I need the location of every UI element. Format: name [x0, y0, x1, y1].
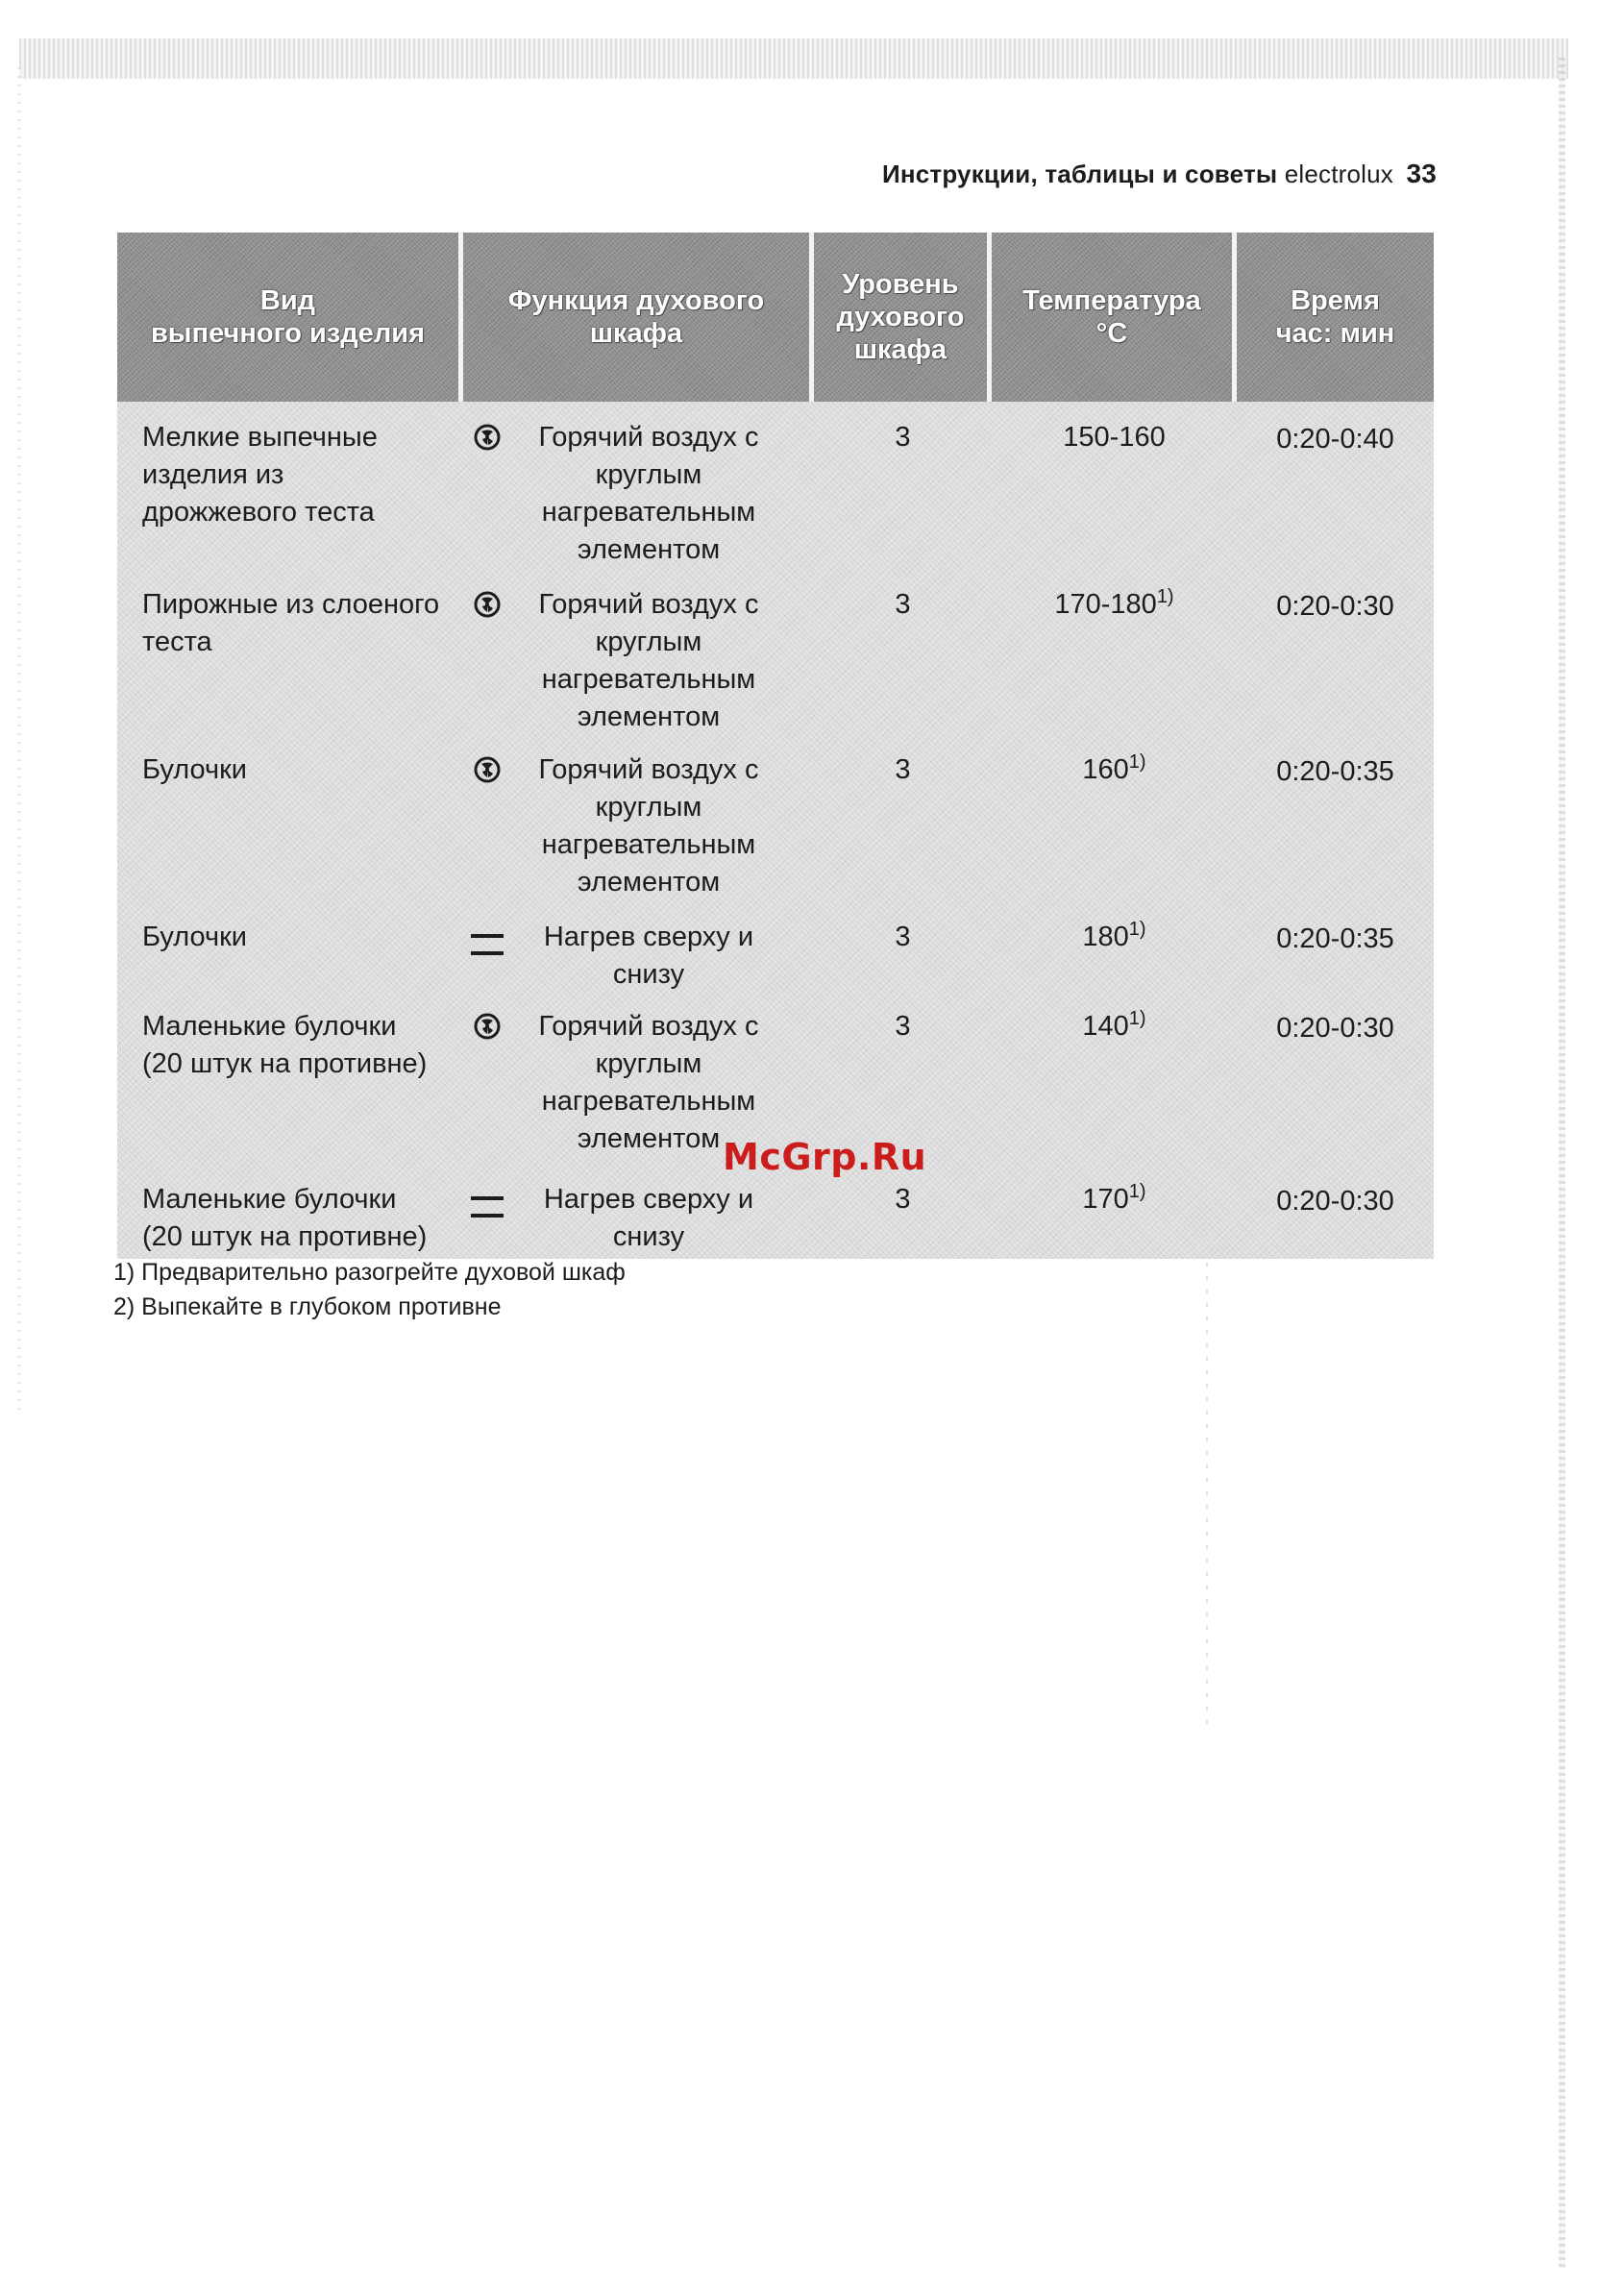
top-bottom-heat-icon: [468, 919, 506, 991]
column-header-time: [1237, 233, 1434, 402]
footnote-marker: 1): [1128, 1008, 1146, 1029]
column-header-line: Функция духового: [507, 285, 765, 316]
item-type-line: Мелкие выпечные: [142, 422, 378, 453]
column-header-time-text: [1276, 284, 1395, 350]
brand-name: electrolux: [1284, 160, 1394, 188]
footnote-marker: 1): [1128, 751, 1146, 773]
cell-item-type: [117, 901, 463, 991]
cell-time: 0:20-0:35: [1276, 756, 1394, 787]
oven-function-text: [506, 586, 814, 734]
footnote-marker: 1): [1156, 586, 1174, 607]
item-type-line: изделия из: [142, 459, 284, 490]
oven-function-line: Нагрев сверху и: [543, 922, 754, 952]
column-header-line: шкафа: [853, 334, 947, 365]
cell-time: 0:20-0:35: [1276, 923, 1394, 954]
cell-item-type: [117, 991, 463, 1164]
cell-time: 0:20-0:30: [1276, 1013, 1394, 1044]
cell-temperature: [992, 991, 1237, 1164]
column-header-item-type: [117, 233, 463, 402]
temperature-value: 170-180: [1054, 589, 1157, 620]
oven-function-line: нагревательным: [541, 664, 756, 695]
fan-ring-icon: [468, 419, 506, 569]
temperature-value: 150-160: [1063, 422, 1166, 453]
footnotes: [113, 1255, 626, 1324]
column-header-line: Уровень: [842, 269, 959, 300]
column-header-line: Вид: [259, 285, 316, 316]
column-header-temperature-text: [1022, 284, 1200, 350]
column-header-oven-level: [814, 233, 992, 402]
temperature-value: 140: [1082, 1011, 1129, 1042]
column-header-oven-level-text: [837, 268, 965, 366]
oven-function-text: [506, 419, 814, 569]
oven-function-line: Горячий воздух с: [538, 1011, 759, 1042]
cell-item-type: [117, 734, 463, 901]
item-type-line: теста: [142, 627, 212, 657]
scan-edge-right: [1559, 58, 1565, 2268]
footnote-marker: 1): [1128, 919, 1146, 940]
cell-oven-function: [463, 734, 814, 901]
oven-function-line: Нагрев сверху и: [543, 1184, 754, 1215]
item-type-line: (20 штук на противне): [142, 1048, 428, 1079]
fan-ring-icon: [468, 751, 506, 901]
cell-oven-function: [463, 901, 814, 991]
footnote-2: 2) Выпекайте в глубоком противне: [113, 1293, 502, 1320]
oven-function-line: круглым: [595, 1048, 702, 1079]
item-type-line: Маленькие булочки: [142, 1184, 397, 1215]
oven-function-line: Горячий воздух с: [538, 754, 759, 785]
page-number: 33: [1406, 159, 1437, 188]
oven-function-line: круглым: [595, 627, 702, 657]
column-header-oven-function: [463, 233, 814, 402]
oven-function-line: Горячий воздух с: [538, 589, 759, 620]
temperature-value: 170: [1082, 1184, 1129, 1215]
oven-function-text: [506, 919, 814, 991]
cell-oven-level: 3: [895, 1184, 911, 1215]
temperature-value: 160: [1082, 754, 1129, 785]
oven-function-line: элементом: [577, 1123, 721, 1154]
oven-function-line: Горячий воздух с: [538, 422, 759, 453]
cell-time: 0:20-0:40: [1276, 424, 1394, 455]
cell-oven-level: 3: [895, 754, 911, 785]
column-header-line: выпечного изделия: [150, 318, 425, 349]
cell-oven-level: 3: [895, 589, 911, 620]
cell-oven-function: [463, 569, 814, 734]
cell-item-type: [117, 402, 463, 569]
item-type-line: Булочки: [142, 922, 247, 952]
column-header-item-type-text: [151, 284, 425, 350]
column-header-line: час: мин: [1275, 318, 1395, 349]
oven-function-line: элементом: [577, 701, 721, 732]
item-type-line: дрожжевого теста: [142, 497, 375, 528]
oven-function-line: снизу: [612, 1221, 685, 1252]
oven-function-text: [506, 751, 814, 901]
footnote-marker: 1): [1128, 1181, 1146, 1202]
oven-function-line: снизу: [612, 959, 685, 990]
cell-oven-function: [463, 402, 814, 569]
item-type-line: Маленькие булочки: [142, 1011, 397, 1042]
cell-time: 0:20-0:30: [1276, 1186, 1394, 1217]
item-type-line: Булочки: [142, 754, 247, 785]
column-header-line: шкафа: [589, 318, 683, 349]
scan-edge-top: [19, 38, 1568, 79]
cell-oven-level: 3: [895, 422, 911, 453]
watermark: McGrp.Ru: [723, 1136, 927, 1178]
item-type-line: Пирожные из слоеного: [142, 589, 440, 620]
column-header-temperature: [992, 233, 1237, 402]
oven-function-line: нагревательным: [541, 497, 756, 528]
oven-function-line: элементом: [577, 534, 721, 565]
column-header-line: Время: [1291, 285, 1380, 316]
oven-function-line: круглым: [595, 792, 702, 823]
item-type-line: (20 штук на противне): [142, 1221, 428, 1252]
cell-temperature: [992, 1164, 1237, 1329]
baking-table: [117, 233, 1434, 1259]
cell-temperature: [992, 402, 1237, 569]
column-header-line: °C: [1095, 318, 1128, 349]
page-header: [870, 159, 1437, 189]
cell-time: 0:20-0:30: [1276, 591, 1394, 622]
cell-temperature: [992, 569, 1237, 734]
column-header-line: духового: [836, 302, 965, 332]
cell-oven-level: 3: [895, 1011, 911, 1042]
oven-function-line: нагревательным: [541, 1086, 756, 1117]
column-header-oven-function-text: [508, 284, 764, 350]
cell-temperature: [992, 734, 1237, 901]
footnote-1: 1) Предварительно разогрейте духовой шкаф: [113, 1259, 626, 1286]
column-header-line: Температура: [1022, 285, 1201, 316]
cell-temperature: [992, 901, 1237, 991]
page-header-title: Инструкции, таблицы и советы: [881, 160, 1278, 188]
fan-ring-icon: [468, 586, 506, 734]
cell-oven-level: 3: [895, 922, 911, 952]
fan-ring-icon: [468, 1008, 506, 1164]
oven-function-line: круглым: [595, 459, 702, 490]
oven-function-line: элементом: [577, 867, 721, 898]
oven-function-line: нагревательным: [541, 829, 756, 860]
cell-item-type: [117, 569, 463, 734]
temperature-value: 180: [1082, 922, 1129, 952]
scan-edge-left: [17, 67, 21, 1413]
